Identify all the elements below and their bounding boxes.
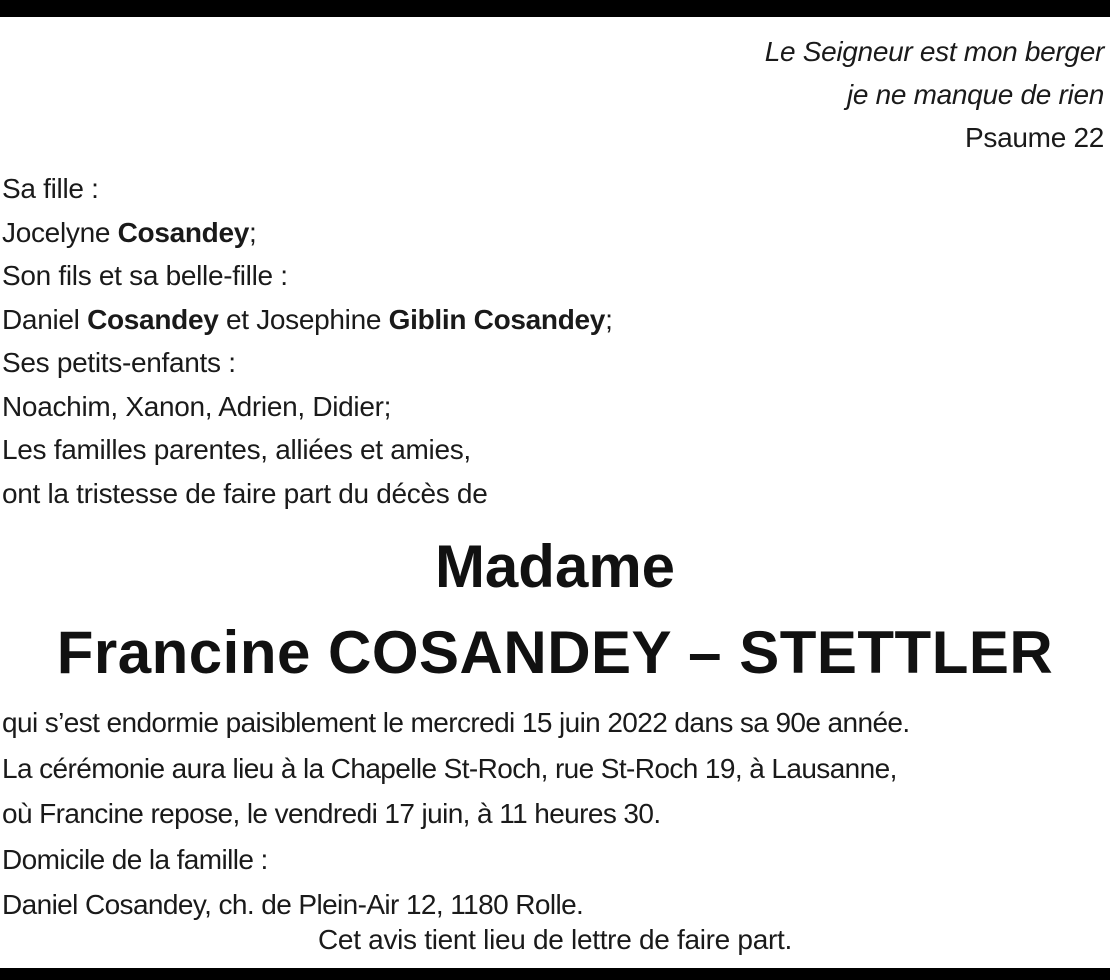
son-first-name: Daniel: [2, 303, 88, 335]
verse-line-1: Le Seigneur est mon berger: [764, 36, 1104, 67]
son-line-end: ;: [605, 303, 613, 335]
verse-line-2: je ne manque de rien: [846, 79, 1104, 110]
daughter-last-name: Cosandey: [117, 216, 250, 248]
grandchildren-heading: Ses petits-enfants :: [2, 347, 236, 378]
daughter-heading: Sa fille :: [2, 173, 99, 204]
closing-note: Cet avis tient lieu de lettre de faire part.: [318, 924, 792, 955]
repose-line: où Francine repose, le vendredi 17 juin, à 11 heures 30.: [2, 798, 661, 829]
scripture-verse: [765, 30, 1104, 159]
top-border-rule: [0, 0, 1110, 17]
death-line: qui s’est endormie paisiblement le mercredi 15 juin 2022 dans sa 90e année.: [2, 707, 910, 738]
verse-reference: Psaume 22: [965, 122, 1104, 153]
son-heading: Son fils et sa belle-fille :: [2, 260, 288, 291]
daughter-in-law-first-name: et Josephine: [218, 303, 389, 335]
domicile-heading: Domicile de la famille :: [2, 843, 268, 875]
son-last-name: Cosandey: [87, 303, 219, 335]
daughter-line-end: ;: [249, 216, 257, 248]
daughter-first-name: Jocelyne: [2, 216, 118, 248]
daughter-in-law-last-name: Giblin Cosandey: [388, 303, 606, 335]
domicile-address: Daniel Cosandey, ch. de Plein-Air 12, 1180 Rolle.: [2, 889, 584, 920]
announcement-line: ont la tristesse de faire part du décès de: [2, 477, 488, 509]
ceremony-line: La cérémonie aura lieu à la Chapelle St-Roch, rue St-Roch 19, à Lausanne,: [2, 752, 897, 784]
deceased-full-name: Francine COSANDEY – STETTLER: [56, 619, 1054, 686]
grandchildren-names: Noachim, Xanon, Adrien, Didier;: [2, 390, 392, 422]
family-list: [2, 167, 613, 515]
service-details: [2, 700, 910, 928]
relatives-line: Les familles parentes, alliées et amies,: [2, 434, 471, 465]
son-names: [2, 298, 613, 342]
deceased-title: Madame: [434, 533, 676, 600]
bottom-border-rule: [0, 968, 1110, 980]
daughter-name: [2, 211, 613, 255]
